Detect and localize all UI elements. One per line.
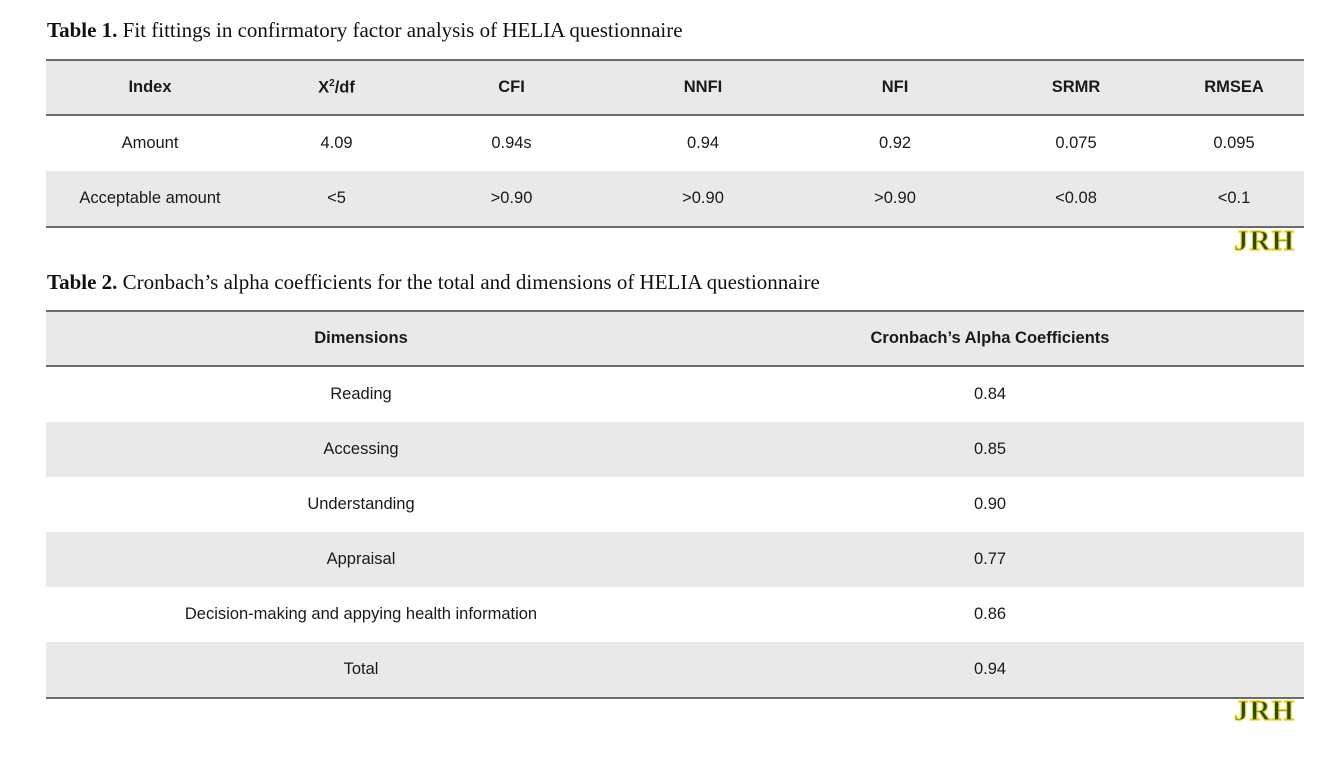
table-cell: 0.84 — [973, 385, 1007, 403]
table-cell: >0.90 — [682, 189, 724, 207]
table-row — [46, 115, 1304, 171]
table-cell: Understanding — [307, 495, 415, 513]
svg-text:JRH: JRH — [1234, 698, 1295, 722]
table2-caption-label: Table 2. — [47, 270, 118, 294]
table1-header-srmr: SRMR — [1051, 78, 1101, 96]
table-cell: Appraisal — [326, 550, 396, 568]
table-cell: >0.90 — [490, 189, 533, 207]
table-cell: 0.90 — [973, 495, 1007, 513]
table-cell: 0.075 — [1055, 134, 1097, 152]
table-cell: Reading — [330, 385, 392, 403]
table1-caption-label: Table 1. — [47, 18, 118, 42]
table-cell: <0.08 — [1055, 189, 1097, 207]
table-cell: 0.92 — [878, 134, 912, 152]
table-row — [46, 532, 1304, 587]
table-cell: 0.77 — [973, 550, 1007, 568]
table2-header-dimensions: Dimensions — [314, 329, 408, 347]
table1-header-nfi: NFI — [881, 78, 909, 96]
table2-caption-text: Cronbach’s alpha coefficients for the total and dimensions of HELIA questionnaire — [122, 270, 820, 294]
table-row — [46, 366, 1304, 422]
table-cell: 0.86 — [973, 605, 1007, 623]
table-row — [46, 642, 1304, 698]
table-cell: Decision-making and appying health information — [184, 605, 538, 623]
table-cell: 0.85 — [973, 440, 1007, 458]
table-row — [46, 171, 1304, 227]
table2-header-alpha: Cronbach’s Alpha Coefficients — [870, 329, 1110, 347]
jrh-logo — [1234, 228, 1306, 252]
table-cell: 4.09 — [320, 134, 353, 152]
table2-header-row — [46, 311, 1304, 366]
table-row — [46, 587, 1304, 642]
cronbach-alpha-table — [46, 310, 1304, 699]
table1-header-index: Index — [128, 78, 172, 96]
table-cell: Acceptable amount — [79, 189, 221, 207]
table-cell: Accessing — [323, 440, 399, 458]
table1-header-row — [46, 60, 1304, 115]
table-cell: 0.94s — [491, 134, 532, 152]
table2-caption — [47, 270, 820, 295]
table-cell: Amount — [121, 134, 179, 152]
table-row — [46, 422, 1304, 477]
table1-header-nnfi: NNFI — [683, 78, 723, 96]
table-cell: 0.94 — [973, 660, 1007, 678]
table1-caption — [47, 18, 683, 43]
svg-text:JRH: JRH — [1234, 228, 1295, 252]
table-cell: <0.1 — [1217, 189, 1251, 207]
table-cell: 0.095 — [1213, 134, 1255, 152]
table1-header-chi-square-df: $X^2/df$ — [318, 77, 355, 97]
table1-header-rmsea: RMSEA — [1204, 78, 1264, 96]
table1-caption-text: Fit fittings in confirmatory factor analysis of HELIA questionnaire — [122, 18, 683, 42]
table-cell: 0.94 — [686, 134, 720, 152]
table-cell: <5 — [327, 189, 346, 207]
fit-indices-table — [46, 59, 1304, 228]
table-cell: >0.90 — [874, 189, 916, 207]
table1-header-cfi: CFI — [498, 78, 525, 96]
table-cell: Total — [343, 660, 379, 678]
table-row — [46, 477, 1304, 532]
jrh-logo — [1234, 698, 1306, 722]
